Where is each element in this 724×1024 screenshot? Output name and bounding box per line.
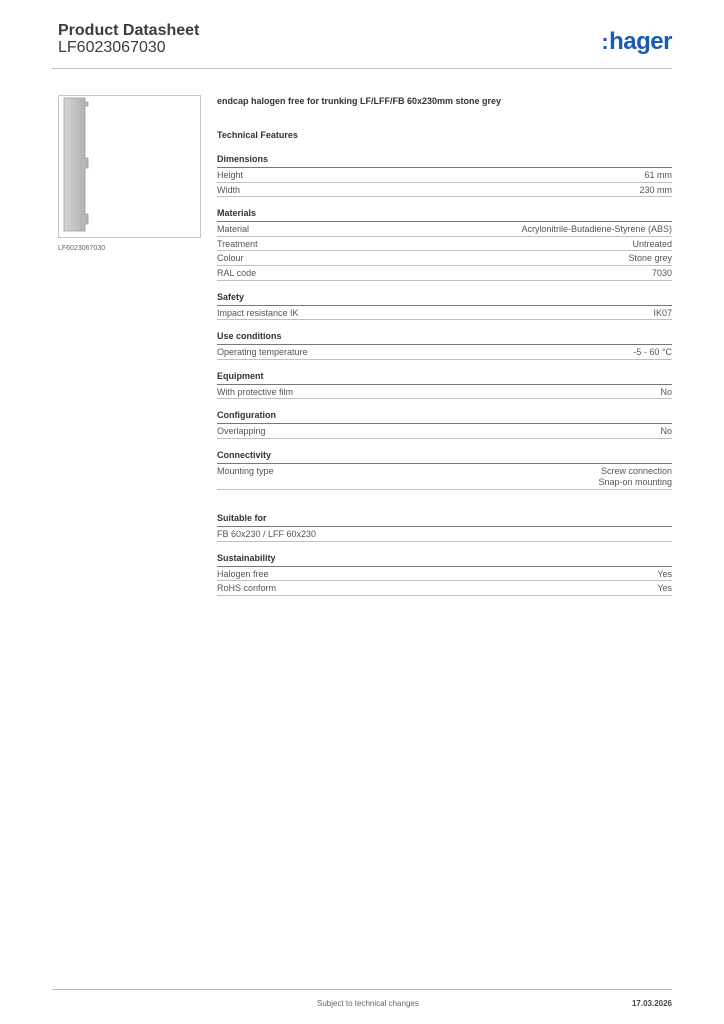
section	[217, 331, 672, 360]
product-description: endcap halogen free for trunking LF/LFF/FB 60x230mm stone grey	[217, 96, 502, 106]
section	[217, 154, 672, 197]
spec-value	[632, 239, 672, 251]
section	[217, 553, 672, 596]
spec-label: With protective film	[217, 386, 294, 397]
spec-row	[217, 527, 672, 542]
spec-value-line: 7030	[651, 267, 672, 278]
spec-label: Mounting type	[217, 465, 274, 476]
spec-value-line: Untreated	[632, 238, 672, 249]
product-image	[58, 95, 201, 238]
spec-row	[217, 183, 672, 198]
footer-note: Subject to technical changes	[317, 999, 419, 1008]
spec-value	[633, 347, 672, 359]
spec-row	[217, 306, 672, 321]
header-divider	[52, 68, 672, 69]
section-heading: Materials	[217, 208, 672, 222]
technical-content	[217, 96, 672, 596]
section-heading: Sustainability	[217, 553, 672, 567]
spec-label: RAL code	[217, 267, 257, 278]
footer-date: 17.03.2026	[631, 999, 672, 1008]
spec-row	[217, 424, 672, 439]
spec-label: RoHS conform	[217, 583, 277, 594]
section	[217, 513, 672, 542]
spec-label: Height	[217, 170, 244, 180]
feature-sections	[217, 154, 672, 596]
spec-label: Width	[217, 184, 241, 195]
spec-value-line: Yes	[657, 568, 672, 579]
page-title: Product Datasheet	[58, 22, 200, 39]
spec-value-line: Acrylonitrile-Butadiene-Styrene (ABS)	[521, 224, 672, 235]
spec-value-line: No	[660, 386, 672, 397]
spec-value-line: Stone grey	[628, 253, 672, 264]
section-heading: Dimensions	[217, 154, 672, 168]
image-caption: LF6023067030	[58, 245, 106, 252]
section-heading: Configuration	[217, 410, 672, 424]
spec-label: FB 60x230 / LFF 60x230	[217, 528, 317, 539]
spec-value	[657, 583, 672, 595]
section-heading: Connectivity	[217, 450, 672, 464]
spec-value	[660, 426, 672, 438]
spec-row	[217, 581, 672, 596]
spec-value	[639, 185, 672, 197]
logo-text: hager	[609, 28, 672, 55]
hager-logo	[601, 28, 672, 56]
spec-value-line: Screw connection	[600, 465, 672, 476]
spec-value	[653, 308, 672, 320]
spec-row	[217, 237, 672, 252]
technical-features-heading: Technical Features	[217, 130, 298, 140]
spec-value	[657, 569, 672, 581]
section	[217, 450, 672, 490]
spec-value	[521, 224, 672, 236]
spec-row	[217, 168, 672, 183]
section-heading: Safety	[217, 292, 672, 306]
section	[217, 410, 672, 439]
spec-value-line: 230 mm	[639, 184, 672, 195]
spec-value	[660, 387, 672, 399]
spec-row	[217, 251, 672, 266]
spec-value-line: No	[660, 426, 672, 437]
spec-row	[217, 222, 672, 237]
endcap-illustration	[59, 96, 202, 239]
spec-row	[217, 345, 672, 360]
spec-value-line: Snap-on mounting	[598, 476, 672, 487]
spec-label: Colour	[217, 253, 244, 264]
spec-row	[217, 567, 672, 582]
section-heading: Use conditions	[217, 331, 672, 345]
spec-row	[217, 464, 672, 490]
spec-value	[628, 253, 672, 265]
spec-label: Treatment	[217, 238, 258, 249]
footer-divider	[52, 989, 672, 990]
spec-value-line: -5 - 60 °C	[633, 347, 672, 358]
spec-value-line: Yes	[657, 583, 672, 594]
section	[217, 208, 672, 280]
spec-row	[217, 385, 672, 400]
logo-prefix: :	[601, 29, 609, 54]
spec-value-line: IK07	[653, 307, 672, 318]
spec-label: Impact resistance IK	[217, 307, 299, 318]
spec-value	[652, 268, 672, 280]
spec-label: Material	[217, 224, 250, 235]
spec-label: Overlapping	[217, 426, 266, 437]
spec-value	[598, 466, 672, 489]
section	[217, 292, 672, 321]
spec-row	[217, 266, 672, 281]
spec-value	[644, 170, 672, 182]
product-reference: LF6023067030	[58, 39, 166, 56]
section-heading: Equipment	[217, 371, 672, 385]
section-heading: Suitable for	[217, 513, 672, 527]
spec-value-line: 61 mm	[644, 170, 672, 180]
section	[217, 371, 672, 400]
spec-label: Operating temperature	[217, 347, 308, 358]
spec-label: Halogen free	[217, 568, 269, 579]
